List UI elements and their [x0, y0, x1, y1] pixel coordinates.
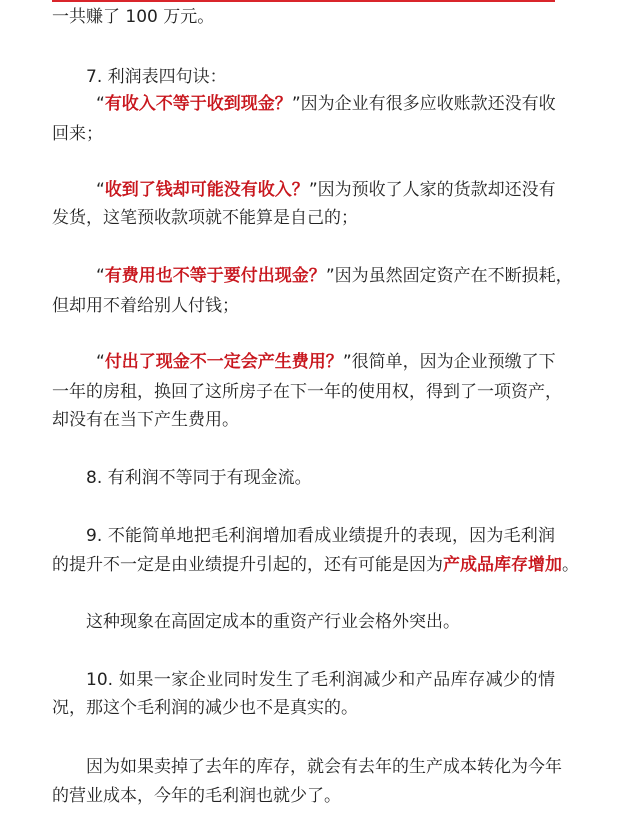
highlight: 产成品库存增加 — [443, 555, 562, 575]
section-8: 8. 有利润不等同于有现金流。 — [86, 468, 312, 488]
rule-4: “付出了现金不一定会产生费用？”很简单，因为企业预缴了下 — [96, 352, 556, 372]
section-heading-7: 7. 利润表四句诀： — [86, 67, 227, 87]
text-line: 发货，这笔预收款项就不能算是自己的； — [52, 208, 358, 228]
section-9: 9. 不能简单地把毛利润增加看成业绩提升的表现，因为毛利润 — [86, 526, 555, 546]
highlight: 付出了现金不一定会产生费用？ — [104, 352, 343, 372]
section-10: 10. 如果一家企业同时发生了毛利润减少和产品库存减少的情 — [86, 670, 555, 690]
top-divider — [52, 0, 555, 2]
text-line: 一共赚了 100 万元。 — [52, 7, 215, 27]
text-line: 却没有在当下产生费用。 — [52, 410, 239, 430]
text-line: 况，那这个毛利润的减少也不是真实的。 — [52, 698, 358, 718]
text-line: 的营业成本，今年的毛利润也就少了。 — [52, 786, 341, 806]
highlight: 有收入不等于收到现金？ — [104, 94, 292, 114]
text-line: 的提升不一定是由业绩提升引起的，还有可能是因为产成品库存增加。 — [52, 555, 579, 575]
rule-1: “有收入不等于收到现金？”因为企业有很多应收账款还没有收 — [96, 94, 556, 114]
highlight: 收到了钱却可能没有收入？ — [104, 180, 309, 200]
text-line: 这种现象在高固定成本的重资产行业会格外突出。 — [86, 612, 460, 632]
highlight: 有费用也不等于要付出现金？ — [104, 266, 326, 286]
text-line: 因为如果卖掉了去年的库存，就会有去年的生产成本转化为今年 — [86, 757, 562, 777]
rule-2: “收到了钱却可能没有收入？”因为预收了人家的货款却还没有 — [96, 180, 556, 200]
text-line: 回来； — [52, 124, 103, 144]
rule-3: “有费用也不等于要付出现金？”因为虽然固定资产在不断损耗， — [96, 266, 573, 286]
text-line: 一年的房租，换回了这所房子在下一年的使用权，得到了一项资产， — [52, 382, 562, 402]
text-line: 但却用不着给别人付钱； — [52, 296, 239, 316]
